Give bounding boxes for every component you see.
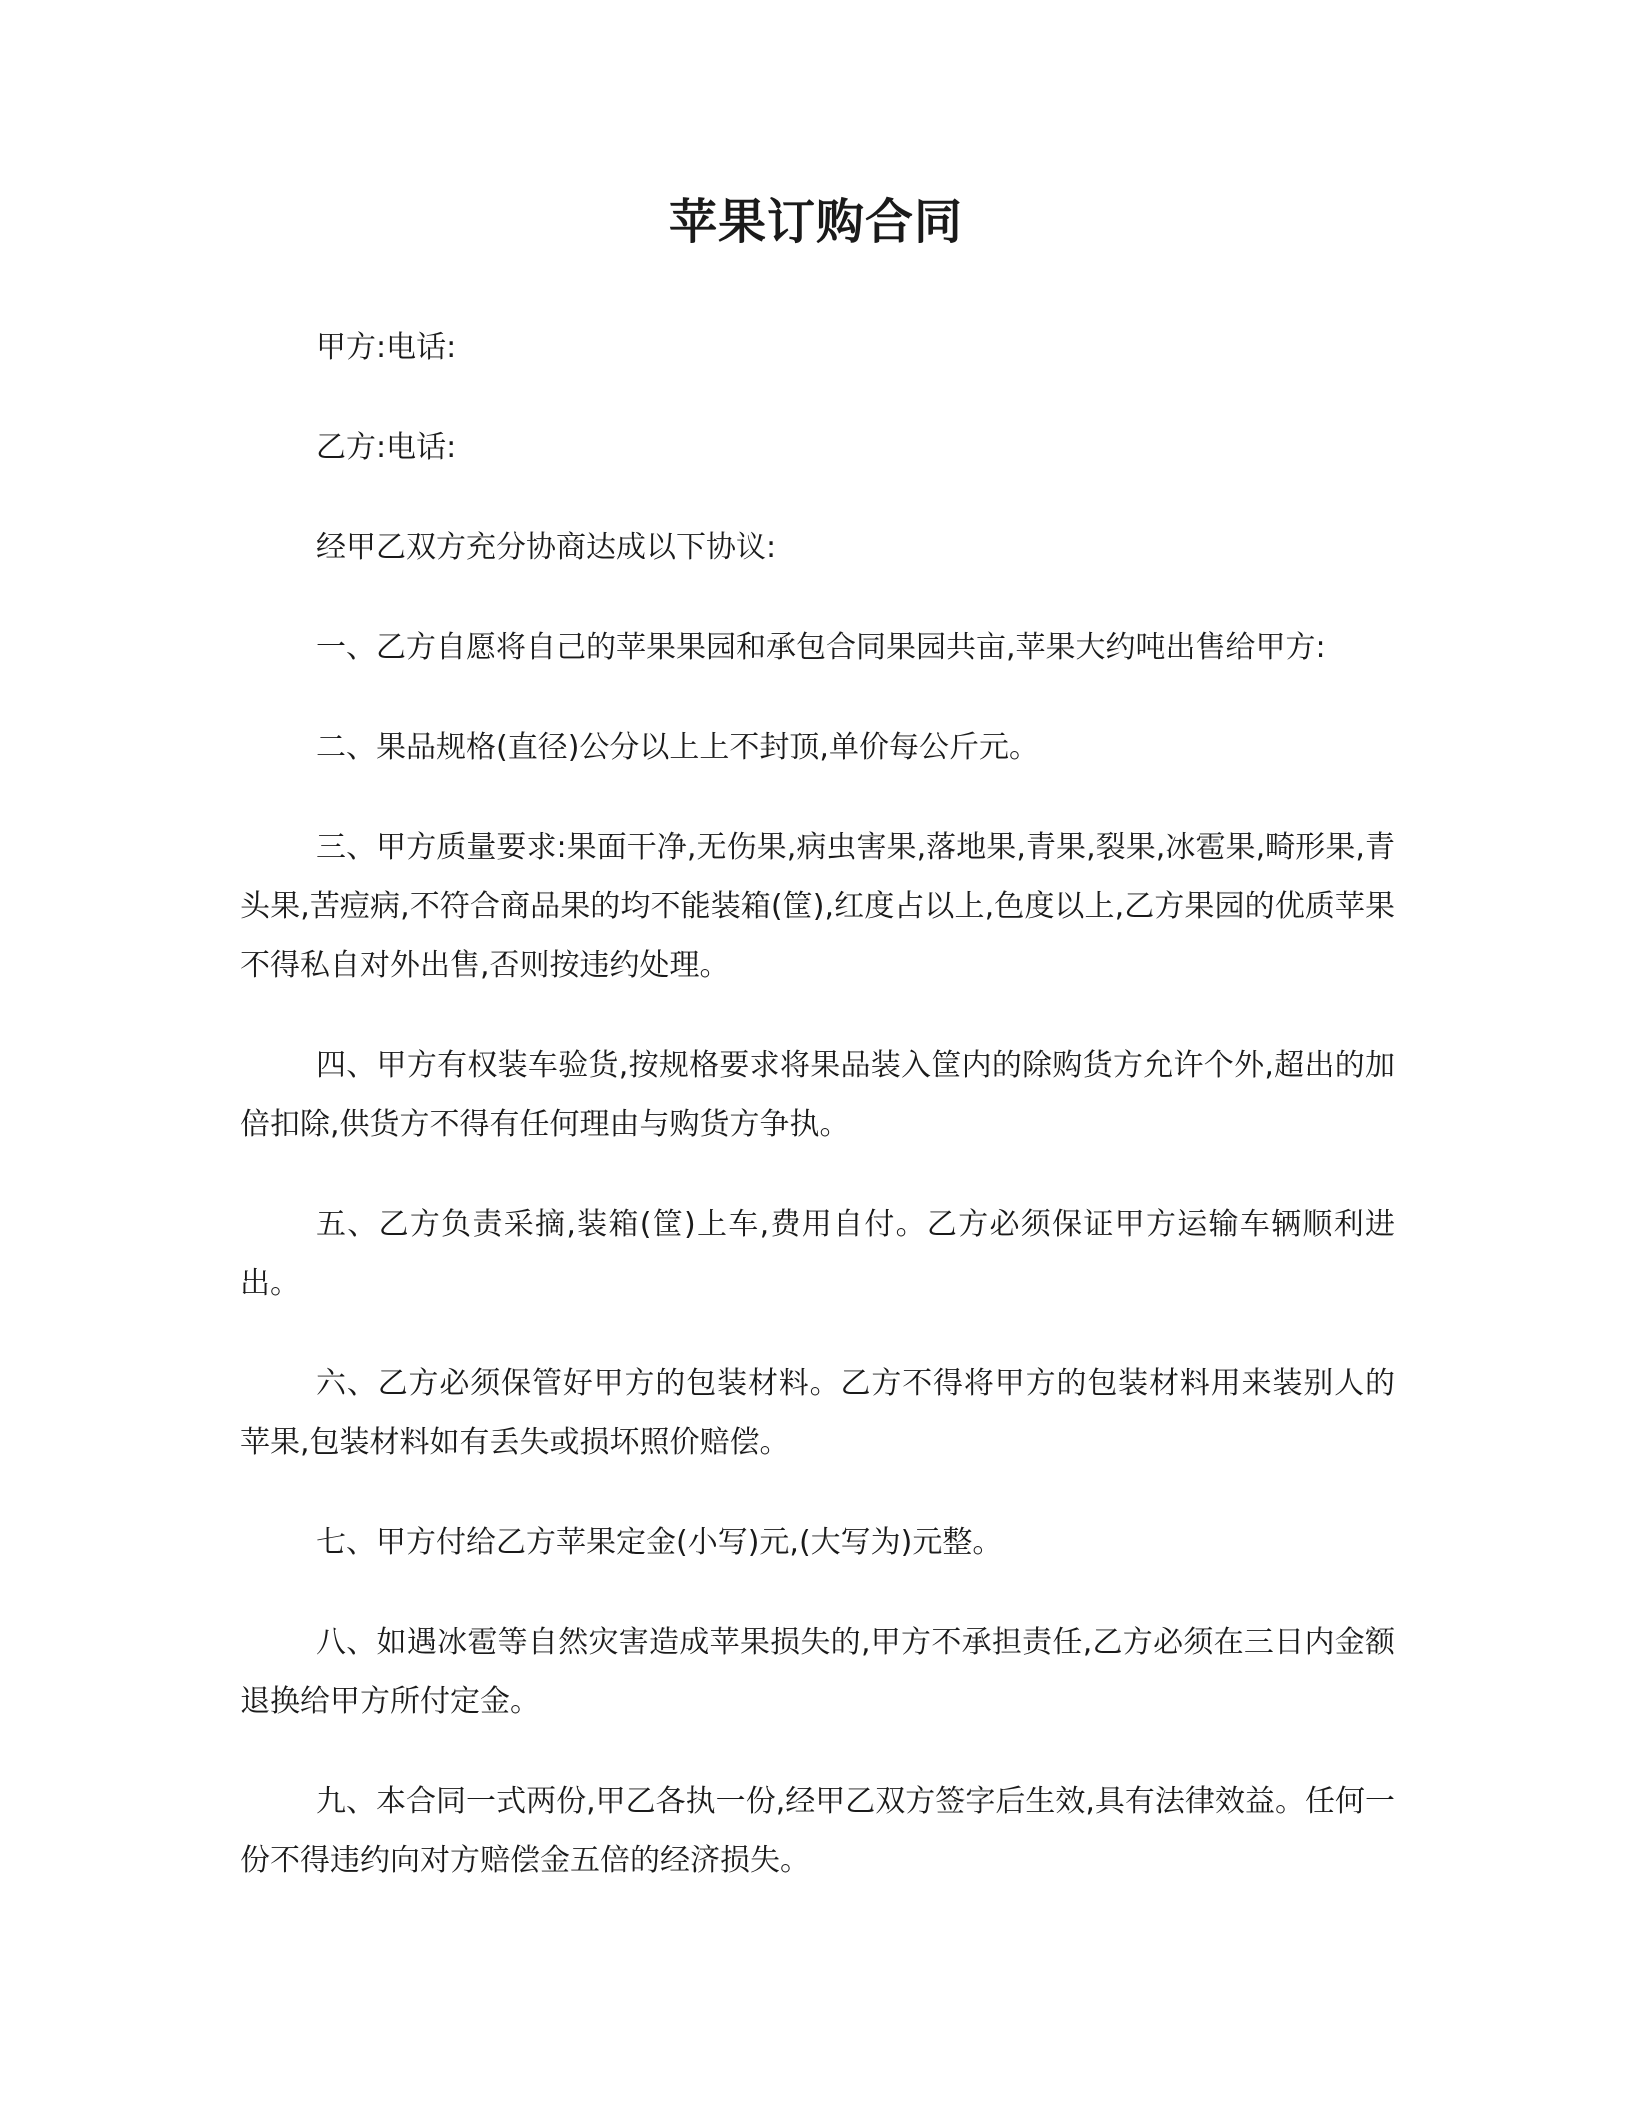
clause-7: 七、甲方付给乙方苹果定金(小写)元,(大写为)元整。: [316, 1525, 1003, 1560]
document-body: [240, 318, 1395, 1931]
party-b-line: 乙方:电话:: [316, 430, 457, 465]
clause-5: 五、乙方负责采摘,装箱(筐)上车,费用自付。乙方必须保证甲方运输车辆顺利进出。: [240, 1207, 1395, 1301]
clause-9: 九、本合同一式两份,甲乙各执一份,经甲乙双方签字后生效,具有法律效益。任何一份不得违约向对方赔偿金五倍的经济损失。: [240, 1784, 1395, 1878]
party-a-line: 甲方:电话:: [316, 330, 457, 365]
clause-2: 二、果品规格(直径)公分以上上不封顶,单价每公斤元。: [316, 730, 1039, 765]
clause-8: 八、如遇冰雹等自然灾害造成苹果损失的,甲方不承担责任,乙方必须在三日内金额退换给甲方所付定金。: [240, 1625, 1395, 1719]
clause-3: 三、甲方质量要求:果面干净,无伤果,病虫害果,落地果,青果,裂果,冰雹果,畸形果,青头果,苦痘病,不符合商品果的均不能装箱(筐),红度占以上,色度以上,乙方果园的优质苹果不得私自对外出售,否则按违约处理。: [240, 830, 1395, 983]
document-title: 苹果订购合同: [668, 194, 963, 250]
clause-1: 一、乙方自愿将自己的苹果果园和承包合同果园共亩,苹果大约吨出售给甲方:: [316, 630, 1326, 665]
agreement-intro: 经甲乙双方充分协商达成以下协议:: [316, 530, 777, 565]
clause-6: 六、乙方必须保管好甲方的包装材料。乙方不得将甲方的包装材料用来装别人的苹果,包装材料如有丢失或损坏照价赔偿。: [240, 1366, 1395, 1460]
clause-4: 四、甲方有权装车验货,按规格要求将果品装入筐内的除购货方允许个外,超出的加倍扣除,供货方不得有任何理由与购货方争执。: [240, 1048, 1395, 1142]
